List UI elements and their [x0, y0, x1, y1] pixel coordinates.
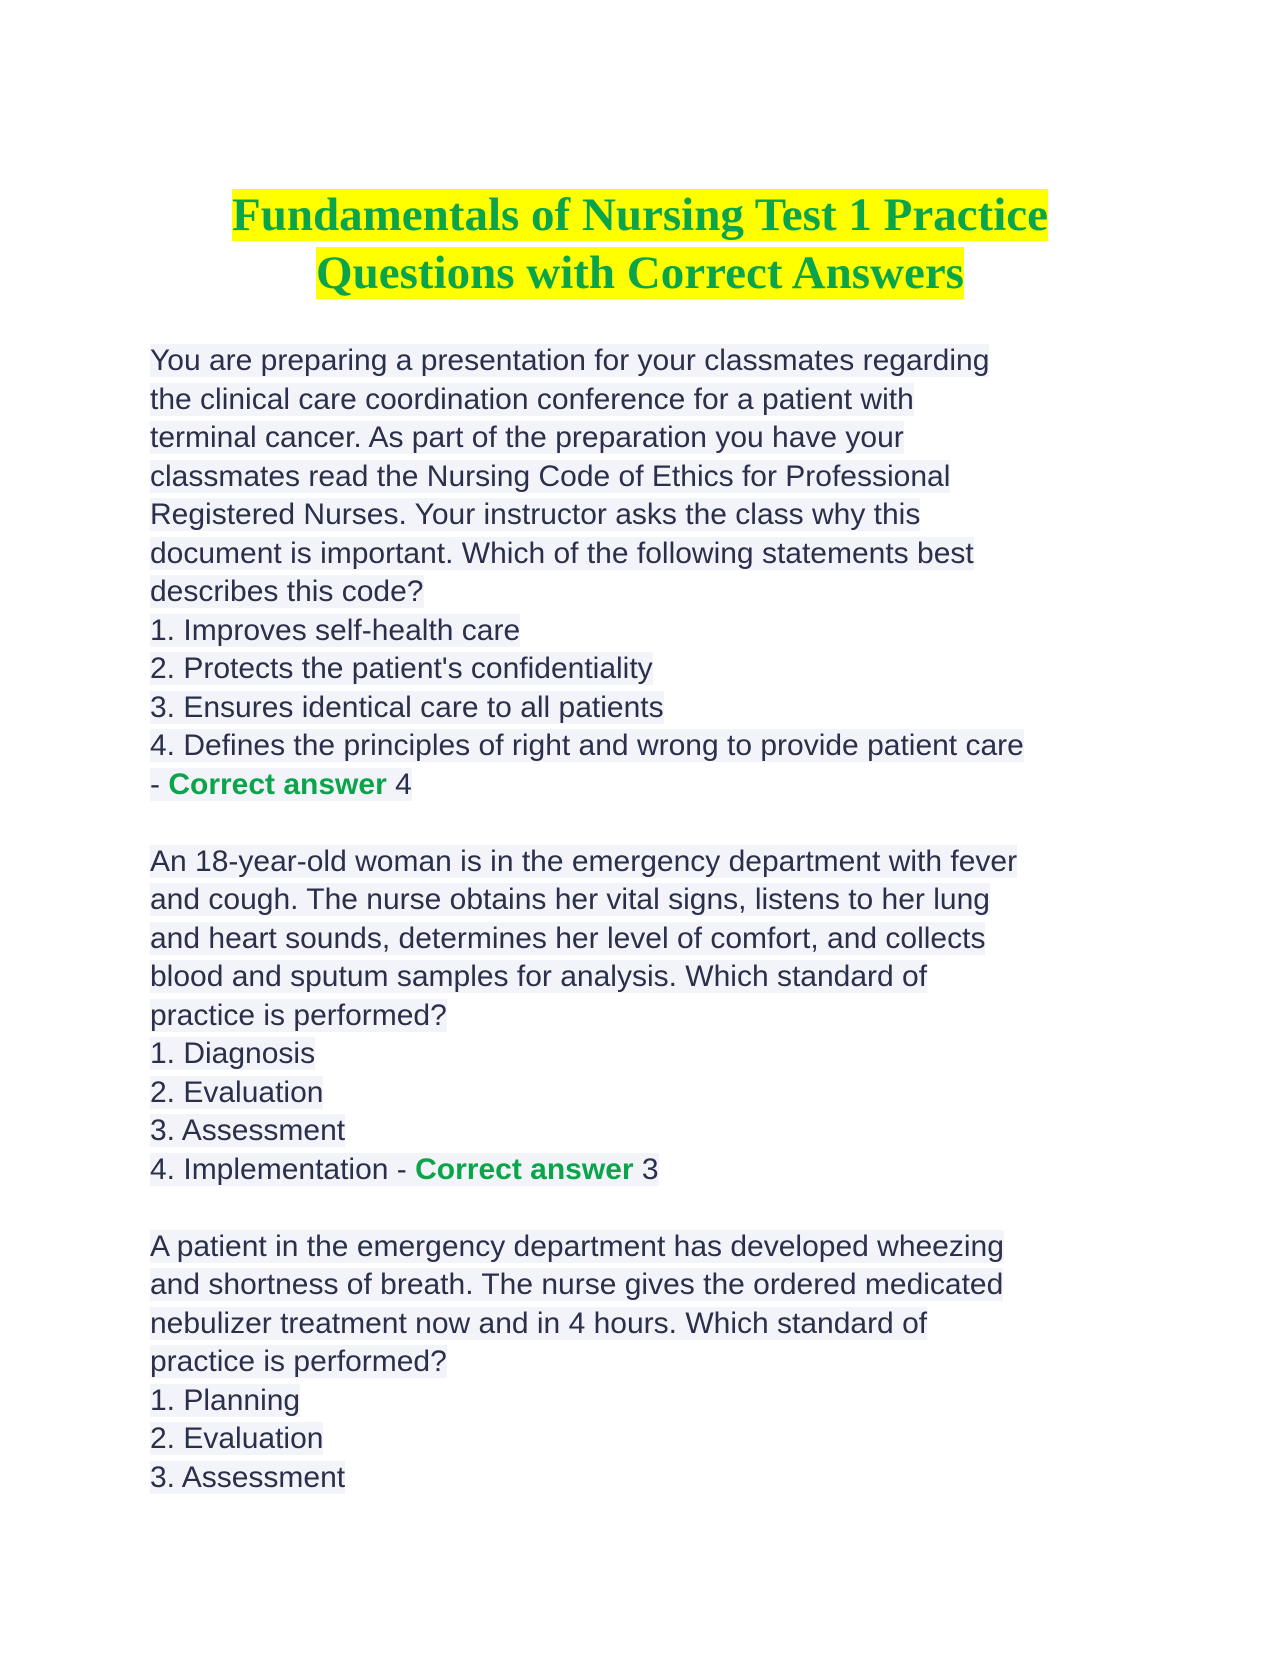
question-text-line: blood and sputum samples for analysis. Which standard of	[150, 960, 928, 993]
answer-option-last: 4. Implementation -	[150, 1152, 416, 1186]
correct-answer-line	[150, 1151, 1160, 1190]
question-text-line: document is important. Which of the following statements best	[150, 536, 974, 570]
question-text-line: nebulizer treatment now and in 4 hours. Which standard of	[150, 1306, 928, 1340]
question-text-line: describes this code?	[150, 575, 424, 608]
question-text-line: practice is performed?	[150, 998, 447, 1032]
question-1	[150, 342, 1160, 804]
question-text-line: and heart sounds, determines her level of comfort, and collects	[150, 921, 986, 955]
answer-option: 1. Planning	[150, 1383, 301, 1417]
answer-option: 2. Evaluation	[150, 1422, 324, 1455]
answer-option: 3. Ensures identical care to all patients	[150, 690, 664, 724]
answer-option: 2. Protects the patient's confidentiality	[150, 652, 653, 685]
question-text-line: Registered Nurses. Your instructor asks the class why this	[150, 498, 921, 531]
correct-answer-value: 3	[633, 1152, 659, 1186]
question-text-line: the clinical care coordination conference for a patient with	[150, 382, 914, 416]
question-text-line: terminal cancer. As part of the preparation you have your	[150, 421, 904, 454]
correct-answer-label: Correct answer	[415, 1152, 634, 1186]
question-3	[150, 1228, 1160, 1498]
question-text-line: classmates read the Nursing Code of Ethics for Professional	[150, 459, 951, 493]
question-text-line: and shortness of breath. The nurse gives the ordered medicated	[150, 1268, 1004, 1301]
questions-body	[150, 342, 1160, 1536]
answer-option: 1. Improves self-health care	[150, 613, 521, 647]
question-text-line: and cough. The nurse obtains her vital signs, listens to her lung	[150, 883, 990, 916]
question-text-line: practice is performed?	[150, 1345, 447, 1378]
answer-prefix: -	[150, 767, 169, 801]
answer-option: 1. Diagnosis	[150, 1037, 316, 1070]
answer-option: 2. Evaluation	[150, 1075, 324, 1109]
question-text-line: You are preparing a presentation for your classmates regarding	[150, 344, 990, 377]
title-line-2: Questions with Correct Answers	[316, 247, 964, 299]
document-title	[150, 186, 1130, 302]
correct-answer-value: 4	[386, 767, 412, 801]
answer-option: 3. Assessment	[150, 1460, 346, 1494]
answer-option: 3. Assessment	[150, 1114, 346, 1147]
question-text-line: A patient in the emergency department has developed wheezing	[150, 1229, 1004, 1263]
correct-answer-line	[150, 766, 1160, 805]
title-line-1: Fundamentals of Nursing Test 1 Practice	[232, 189, 1048, 241]
correct-answer-label: Correct answer	[168, 767, 387, 801]
question-text-line: An 18-year-old woman is in the emergency department with fever	[150, 844, 1018, 878]
answer-option: 4. Defines the principles of right and wrong to provide patient care	[150, 729, 1024, 762]
question-2	[150, 843, 1160, 1190]
